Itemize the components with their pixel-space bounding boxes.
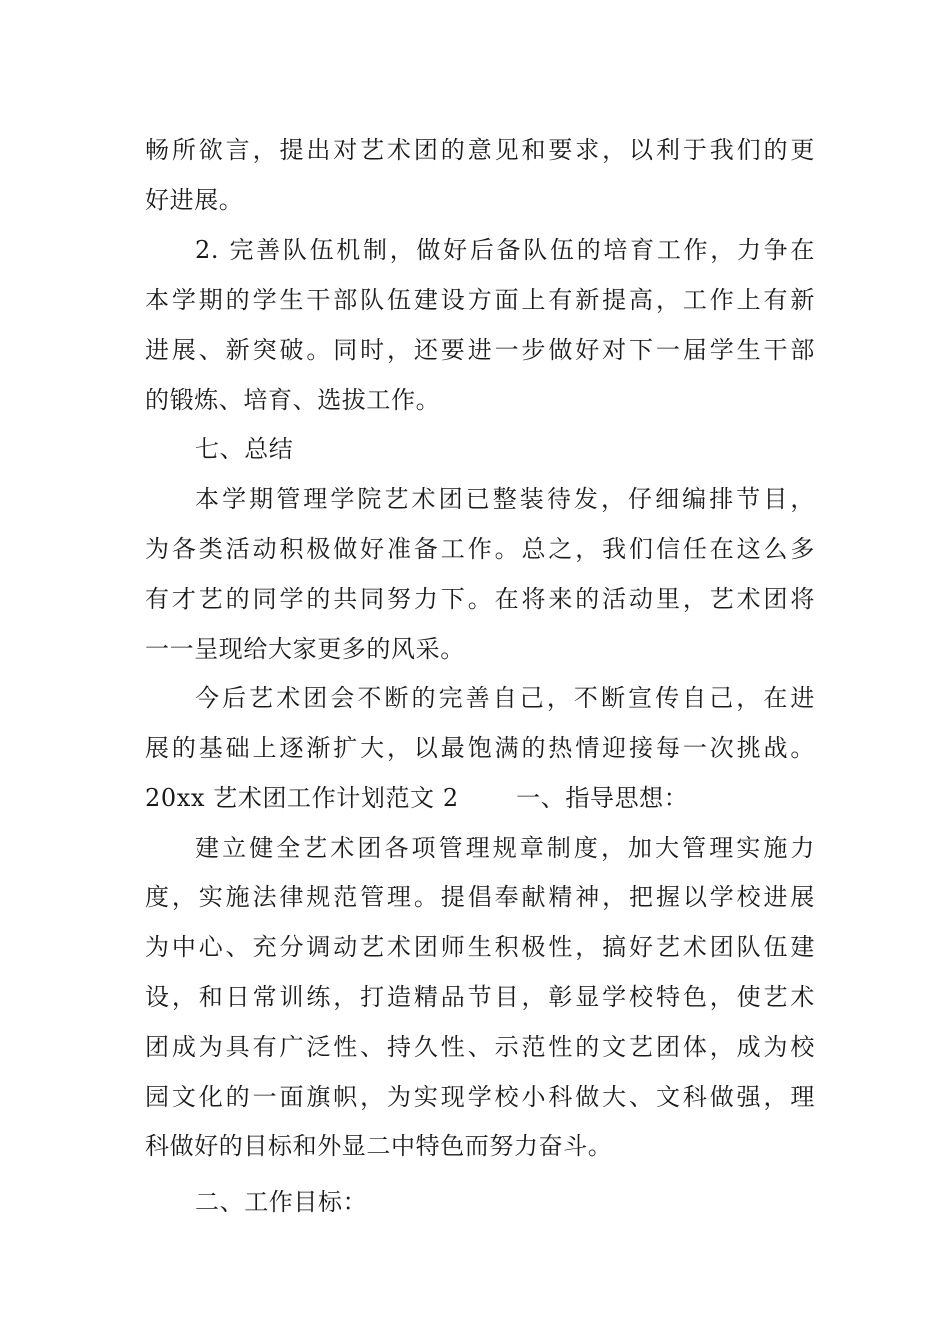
text-line: 2. 完善队伍机制，做好后备队伍的培育工作，力争在 bbox=[195, 236, 815, 264]
text-line: 本学期的学生干部队伍建设方面上有新提高，工作上有新 bbox=[145, 286, 815, 314]
text-line: 畅所欲言，提出对艺术团的意见和要求，以利于我们的更 bbox=[145, 136, 815, 164]
text-line: 一一呈现给大家更多的风采。 bbox=[145, 635, 465, 663]
text-line: 的锻炼、培育、选拔工作。 bbox=[145, 386, 441, 414]
text-line: 科做好的目标和外显二中特色而努力奋斗。 bbox=[145, 1132, 613, 1160]
document-subtitle: 20xx 艺术团工作计划范文 2 一、指导思想： bbox=[145, 784, 689, 812]
text-line: 建立健全艺术团各项管理规章制度，加大管理实施力 bbox=[195, 834, 815, 862]
text-line: 为中心、充分调动艺术团师生积极性，搞好艺术团队伍建 bbox=[145, 933, 815, 961]
text-line: 进展、新突破。同时，还要进一步做好对下一届学生干部 bbox=[145, 336, 815, 364]
text-line: 为各类活动积极做好准备工作。总之，我们信任在这么多 bbox=[145, 535, 815, 563]
text-line: 园文化的一面旗帜，为实现学校小科做大、文科做强，理 bbox=[145, 1083, 815, 1111]
text-line: 本学期管理学院艺术团已整装待发，仔细编排节目， bbox=[195, 485, 815, 513]
section-heading: 七、总结 bbox=[195, 435, 294, 463]
text-line: 有才艺的同学的共同努力下。在将来的活动里，艺术团将 bbox=[145, 585, 815, 613]
text-line: 展的基础上逐渐扩大，以最饱满的热情迎接每一次挑战。 bbox=[145, 734, 815, 762]
text-line: 设，和日常训练，打造精品节目，彰显学校特色，使艺术 bbox=[145, 983, 815, 1011]
text-line: 团成为具有广泛性、持久性、示范性的文艺团体，成为校 bbox=[145, 1033, 815, 1061]
text-line: 度，实施法律规范管理。提倡奉献精神，把握以学校进展 bbox=[145, 883, 815, 911]
text-line: 今后艺术团会不断的完善自己，不断宣传自己，在进 bbox=[195, 684, 815, 712]
text-line: 好进展。 bbox=[145, 186, 244, 214]
section-heading: 二、工作目标： bbox=[195, 1188, 368, 1216]
